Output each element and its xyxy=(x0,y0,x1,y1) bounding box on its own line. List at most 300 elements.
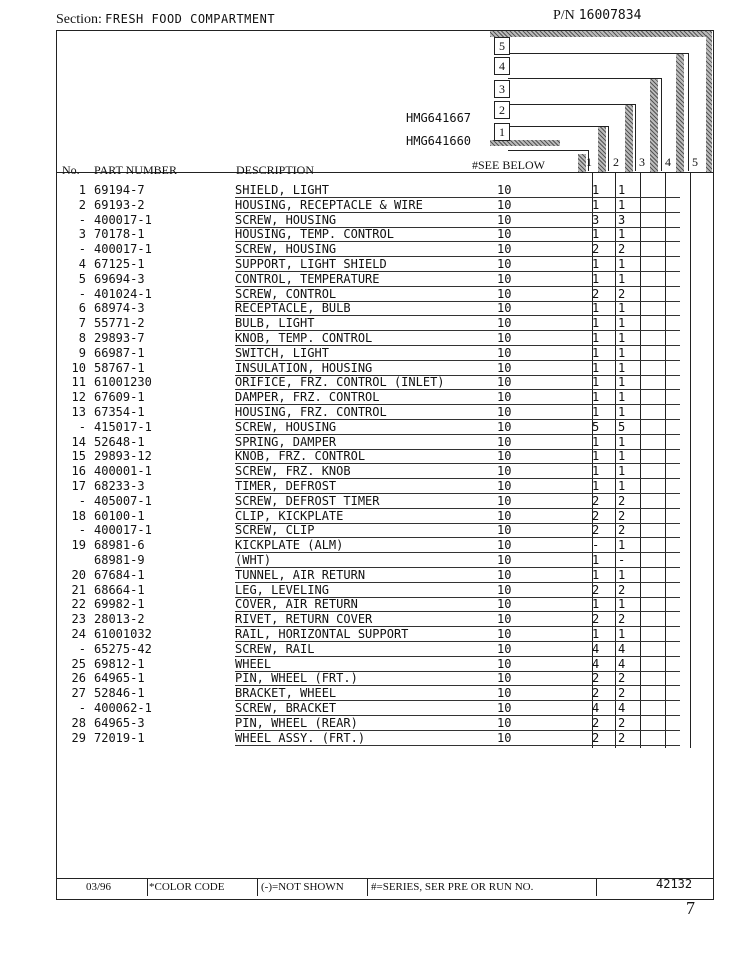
table-row xyxy=(56,420,696,435)
part-number: 400001-1 xyxy=(94,464,152,479)
part-number: 68974-3 xyxy=(94,301,145,316)
series: 10 xyxy=(497,301,512,316)
description: INSULATION, HOUSING xyxy=(235,360,373,375)
part-number: 65275-42 xyxy=(94,641,152,656)
part-number: 55771-2 xyxy=(94,316,145,331)
footer-divider-4 xyxy=(596,878,597,896)
part-number: 69812-1 xyxy=(94,656,145,671)
description: HOUSING, FRZ. CONTROL xyxy=(235,405,387,419)
footer-divider-2 xyxy=(257,878,258,896)
description: LEG, LEVELING xyxy=(235,582,329,597)
footer-date: 03/96 xyxy=(86,881,112,893)
qty-model-1: 1 xyxy=(592,257,600,271)
series: 10 xyxy=(497,183,512,197)
series: 10 xyxy=(497,656,512,671)
row-no: 22 xyxy=(71,597,86,612)
table-row xyxy=(56,346,696,361)
description: BULB, LIGHT xyxy=(235,316,315,331)
part-number: 68981-6 xyxy=(94,538,145,553)
qty-model-1: 3 xyxy=(592,212,600,227)
description: KNOB, TEMP. CONTROL xyxy=(235,331,373,345)
row-no: - xyxy=(78,212,86,227)
series: 10 xyxy=(497,597,512,612)
series: 10 xyxy=(497,479,512,493)
qty-model-1: 1 xyxy=(592,553,600,567)
row-no: 23 xyxy=(71,612,86,627)
table-row xyxy=(56,316,696,331)
row-no: - xyxy=(78,286,86,301)
qty-model-1: 4 xyxy=(592,701,600,715)
qty-model-2: 1 xyxy=(618,464,626,479)
qty-model-2: 1 xyxy=(618,434,626,449)
qty-model-2: 1 xyxy=(618,627,626,641)
table-row xyxy=(56,553,696,568)
table-row xyxy=(56,242,696,257)
description: SCREW, HOUSING xyxy=(235,212,337,227)
qty-model-1: 2 xyxy=(592,508,600,523)
table-row xyxy=(56,701,696,716)
series: 10 xyxy=(497,612,512,627)
row-rule xyxy=(235,745,680,746)
row-no: 17 xyxy=(71,479,86,493)
row-no: 3 xyxy=(78,227,86,242)
qty-model-1: 1 xyxy=(592,434,600,449)
model-box-4: 4 xyxy=(494,57,510,75)
part-number: 52648-1 xyxy=(94,434,145,449)
description: CONTROL, TEMPERATURE xyxy=(235,271,380,286)
row-no: 27 xyxy=(71,686,86,701)
part-number: 400062-1 xyxy=(94,701,152,715)
model-line-2-down xyxy=(608,126,609,171)
qty-model-2: 1 xyxy=(618,197,626,212)
qty-model-1: 1 xyxy=(592,597,600,612)
col-head-model-1: 1 xyxy=(586,155,592,169)
series: 10 xyxy=(497,390,512,405)
qty-model-1: 4 xyxy=(592,656,600,671)
row-no: 14 xyxy=(71,434,86,449)
part-number: 61001032 xyxy=(94,627,152,641)
description: SCREW, RAIL xyxy=(235,641,315,656)
qty-model-1: 2 xyxy=(592,286,600,301)
model-line-3-down xyxy=(635,104,636,171)
qty-model-2: 2 xyxy=(618,508,626,523)
footer-series-note: #=SERIES, SER PRE OR RUN NO. xyxy=(371,881,534,893)
qty-model-2: 2 xyxy=(618,523,626,538)
qty-model-2: 1 xyxy=(618,567,626,582)
table-row xyxy=(56,597,696,612)
description: SCREW, CLIP xyxy=(235,523,315,538)
part-number: 68664-1 xyxy=(94,582,145,597)
description: SCREW, HOUSING xyxy=(235,419,337,434)
description: SPRING, DAMPER xyxy=(235,434,337,449)
series: 10 xyxy=(497,345,512,360)
qty-model-1: 4 xyxy=(592,641,600,656)
table-row xyxy=(56,464,696,479)
qty-model-2: 2 xyxy=(618,242,626,257)
part-number: 58767-1 xyxy=(94,360,145,375)
model-2-label: HMG641667 xyxy=(406,111,472,125)
footer-rule xyxy=(56,878,713,879)
part-number: 67684-1 xyxy=(94,567,145,582)
description: RIVET, RETURN COVER xyxy=(235,612,373,627)
qty-model-1: 2 xyxy=(592,730,600,745)
row-no: 15 xyxy=(71,449,86,464)
series: 10 xyxy=(497,212,512,227)
header-hatch-col5 xyxy=(676,53,684,172)
qty-model-1: 1 xyxy=(592,331,600,345)
row-no: 16 xyxy=(71,464,86,479)
description: SCREW, FRZ. KNOB xyxy=(235,464,351,479)
qty-model-2: 1 xyxy=(618,360,626,375)
table-row xyxy=(56,272,696,287)
qty-model-1: 1 xyxy=(592,464,600,479)
series: 10 xyxy=(497,405,512,419)
row-no: 28 xyxy=(71,715,86,730)
row-no: 8 xyxy=(78,331,86,345)
qty-model-2: 2 xyxy=(618,493,626,508)
table-row xyxy=(56,671,696,686)
part-number: 69982-1 xyxy=(94,597,145,612)
part-number: 68981-9 xyxy=(94,553,145,567)
part-number: 401024-1 xyxy=(94,286,152,301)
qty-model-1: 2 xyxy=(592,715,600,730)
description: (WHT) xyxy=(235,553,272,567)
header-hatch-col1 xyxy=(578,154,586,172)
series: 10 xyxy=(497,523,512,538)
table-row xyxy=(56,657,696,672)
model-line-4-down xyxy=(661,78,662,171)
pn-label: P/N xyxy=(553,8,575,23)
series: 10 xyxy=(497,701,512,715)
table-row xyxy=(56,686,696,701)
row-no: 21 xyxy=(71,582,86,597)
col-head-no: No. xyxy=(62,163,80,177)
row-no: 12 xyxy=(71,390,86,405)
part-number: 61001230 xyxy=(94,375,152,390)
series: 10 xyxy=(497,257,512,271)
row-no: 7 xyxy=(78,316,86,331)
part-number: 69694-3 xyxy=(94,271,145,286)
table-row xyxy=(56,375,696,390)
qty-model-1: 2 xyxy=(592,686,600,701)
qty-model-2: 1 xyxy=(618,301,626,316)
series: 10 xyxy=(497,197,512,212)
part-number: 72019-1 xyxy=(94,730,145,745)
series: 10 xyxy=(497,582,512,597)
qty-model-1: 1 xyxy=(592,301,600,316)
description: WHEEL ASSY. (FRT.) xyxy=(235,730,366,745)
model-line-5 xyxy=(508,53,688,54)
row-no: 25 xyxy=(71,656,86,671)
qty-model-2: 1 xyxy=(618,449,626,464)
qty-model-2: 4 xyxy=(618,641,626,656)
description: SUPPORT, LIGHT SHIELD xyxy=(235,257,387,271)
footer-color-code: *COLOR CODE xyxy=(149,881,225,893)
part-number: 52846-1 xyxy=(94,686,145,701)
qty-model-2: 1 xyxy=(618,345,626,360)
section-header xyxy=(56,11,275,28)
description: TIMER, DEFROST xyxy=(235,479,337,493)
part-number: 64965-3 xyxy=(94,715,145,730)
pn-value: 16007834 xyxy=(578,8,642,23)
series: 10 xyxy=(497,538,512,553)
qty-model-2: 2 xyxy=(618,686,626,701)
row-no: 2 xyxy=(78,197,86,212)
part-number: 68233-3 xyxy=(94,479,145,493)
series: 10 xyxy=(497,242,512,257)
qty-model-1: 1 xyxy=(592,345,600,360)
series: 10 xyxy=(497,419,512,434)
row-no: 20 xyxy=(71,567,86,582)
qty-model-1: 1 xyxy=(592,375,600,390)
table-row xyxy=(56,509,696,524)
description: HOUSING, TEMP. CONTROL xyxy=(235,227,394,242)
table-row xyxy=(56,568,696,583)
qty-model-1: 2 xyxy=(592,523,600,538)
qty-model-1: 2 xyxy=(592,612,600,627)
qty-model-2: 4 xyxy=(618,656,626,671)
description: SCREW, BRACKET xyxy=(235,701,337,715)
header-hatch-col3 xyxy=(625,104,633,172)
description: HOUSING, RECEPTACLE & WIRE xyxy=(235,197,423,212)
table-row xyxy=(56,287,696,302)
part-number: 29893-12 xyxy=(94,449,152,464)
col-head-description: DESCRIPTION xyxy=(236,163,315,177)
description: COVER, AIR RETURN xyxy=(235,597,358,612)
model-box-3: 3 xyxy=(494,80,510,98)
part-number: 67609-1 xyxy=(94,390,145,405)
col-head-model-5: 5 xyxy=(692,155,698,169)
series: 10 xyxy=(497,271,512,286)
qty-model-2: 1 xyxy=(618,331,626,345)
qty-model-1: 1 xyxy=(592,479,600,493)
qty-model-2: 1 xyxy=(618,405,626,419)
model-box-5: 5 xyxy=(494,37,510,55)
part-number: 29893-7 xyxy=(94,331,145,345)
series: 10 xyxy=(497,331,512,345)
description: SWITCH, LIGHT xyxy=(235,345,329,360)
table-row xyxy=(56,642,696,657)
qty-model-1: 1 xyxy=(592,316,600,331)
col-head-model-4: 4 xyxy=(665,155,671,169)
series: 10 xyxy=(497,434,512,449)
part-number: 67354-1 xyxy=(94,405,145,419)
part-number: 400017-1 xyxy=(94,242,152,257)
qty-model-1: 1 xyxy=(592,567,600,582)
footer-divider-3 xyxy=(367,878,368,896)
table-row xyxy=(56,361,696,376)
table-row xyxy=(56,523,696,538)
part-number-header xyxy=(553,6,641,24)
row-no: 13 xyxy=(71,405,86,419)
part-number: 70178-1 xyxy=(94,227,145,242)
qty-model-1: 2 xyxy=(592,242,600,257)
header-hatch-col2 xyxy=(598,126,606,172)
qty-model-2: 1 xyxy=(618,479,626,493)
table-row xyxy=(56,213,696,228)
qty-model-2: 1 xyxy=(618,183,626,197)
qty-model-1: 1 xyxy=(592,183,600,197)
row-no: 11 xyxy=(71,375,86,390)
series: 10 xyxy=(497,464,512,479)
row-no: 19 xyxy=(71,538,86,553)
description: SHIELD, LIGHT xyxy=(235,183,329,197)
part-number: 66987-1 xyxy=(94,345,145,360)
header-hatch-top xyxy=(490,31,712,37)
series: 10 xyxy=(497,508,512,523)
table-row xyxy=(56,331,696,346)
page-number: 7 xyxy=(686,898,695,918)
model-line-3 xyxy=(508,104,635,105)
series: 10 xyxy=(497,316,512,331)
series: 10 xyxy=(497,493,512,508)
description: SCREW, DEFROST TIMER xyxy=(235,493,380,508)
section-value: FRESH FOOD COMPARTMENT xyxy=(105,12,276,26)
qty-model-2: 1 xyxy=(618,375,626,390)
description: PIN, WHEEL (FRT.) xyxy=(235,671,358,686)
series: 10 xyxy=(497,553,512,567)
qty-model-2: 1 xyxy=(618,597,626,612)
row-no: - xyxy=(78,641,86,656)
description: BRACKET, WHEEL xyxy=(235,686,337,701)
series: 10 xyxy=(497,360,512,375)
table-row xyxy=(56,449,696,464)
qty-model-2: 2 xyxy=(618,730,626,745)
part-number: 60100-1 xyxy=(94,508,145,523)
row-no: 6 xyxy=(78,301,86,316)
qty-model-2: 2 xyxy=(618,582,626,597)
footer-divider-1 xyxy=(147,878,148,896)
qty-model-1: 1 xyxy=(592,627,600,641)
row-no: 26 xyxy=(71,671,86,686)
description: RECEPTACLE, BULB xyxy=(235,301,351,316)
table-row xyxy=(56,198,696,213)
table-row xyxy=(56,257,696,272)
model-line-4 xyxy=(508,78,661,79)
qty-model-1: - xyxy=(592,538,600,553)
footer-doc-number: 42132 xyxy=(656,877,693,891)
qty-model-2: 2 xyxy=(618,671,626,686)
qty-model-1: 1 xyxy=(592,197,600,212)
table-row xyxy=(56,612,696,627)
col-head-see-below: #SEE BELOW xyxy=(472,158,545,172)
table-row xyxy=(56,583,696,598)
part-number: 405007-1 xyxy=(94,493,152,508)
model-box-2: 2 xyxy=(494,101,510,119)
part-number: 400017-1 xyxy=(94,523,152,538)
row-no: 1 xyxy=(78,183,86,197)
part-number: 64965-1 xyxy=(94,671,145,686)
col-head-part-number: PART NUMBER xyxy=(94,163,177,177)
description: ORIFICE, FRZ. CONTROL (INLET) xyxy=(235,375,445,390)
part-number: 400017-1 xyxy=(94,212,152,227)
table-row xyxy=(56,183,696,198)
model-1-label: HMG641660 xyxy=(406,134,472,148)
table-row xyxy=(56,435,696,450)
qty-model-2: 3 xyxy=(618,212,626,227)
qty-model-2: 5 xyxy=(618,419,626,434)
model-line-2 xyxy=(508,126,608,127)
row-no: - xyxy=(78,419,86,434)
description: RAIL, HORIZONTAL SUPPORT xyxy=(235,627,409,641)
table-row xyxy=(56,301,696,316)
row-no: 29 xyxy=(71,730,86,745)
row-no: - xyxy=(78,242,86,257)
series: 10 xyxy=(497,686,512,701)
table-row xyxy=(56,227,696,242)
header-hatch-col4 xyxy=(650,78,658,172)
table-row xyxy=(56,731,696,746)
table-row xyxy=(56,390,696,405)
col-head-model-2: 2 xyxy=(613,155,619,169)
qty-model-1: 2 xyxy=(592,582,600,597)
row-no: - xyxy=(78,701,86,715)
table-row xyxy=(56,627,696,642)
qty-model-1: 1 xyxy=(592,227,600,242)
part-number: 67125-1 xyxy=(94,257,145,271)
qty-model-2: 2 xyxy=(618,286,626,301)
row-no: 24 xyxy=(71,627,86,641)
description: DAMPER, FRZ. CONTROL xyxy=(235,390,380,405)
description: SCREW, HOUSING xyxy=(235,242,337,257)
table-row xyxy=(56,479,696,494)
qty-model-2: 1 xyxy=(618,538,626,553)
qty-model-2: 1 xyxy=(618,257,626,271)
series: 10 xyxy=(497,449,512,464)
series: 10 xyxy=(497,730,512,745)
qty-model-1: 1 xyxy=(592,405,600,419)
description: PIN, WHEEL (REAR) xyxy=(235,715,358,730)
description: KNOB, FRZ. CONTROL xyxy=(235,449,366,464)
qty-model-1: 1 xyxy=(592,271,600,286)
part-number: 415017-1 xyxy=(94,419,152,434)
model-line-1 xyxy=(508,150,588,151)
table-row xyxy=(56,716,696,731)
row-no: 10 xyxy=(71,360,86,375)
series: 10 xyxy=(497,375,512,390)
qty-model-1: 1 xyxy=(592,360,600,375)
qty-model-1: 2 xyxy=(592,671,600,686)
part-number: 69194-7 xyxy=(94,183,145,197)
section-label: Section: xyxy=(56,12,102,27)
series: 10 xyxy=(497,641,512,656)
col-head-model-3: 3 xyxy=(639,155,645,169)
row-no: 5 xyxy=(78,271,86,286)
series: 10 xyxy=(497,567,512,582)
row-no: 9 xyxy=(78,345,86,360)
description: TUNNEL, AIR RETURN xyxy=(235,567,366,582)
qty-model-2: 4 xyxy=(618,701,626,715)
table-row xyxy=(56,538,696,553)
qty-model-2: 1 xyxy=(618,271,626,286)
qty-model-1: 5 xyxy=(592,419,600,434)
model-box-1: 1 xyxy=(494,123,510,141)
series: 10 xyxy=(497,715,512,730)
qty-model-2: 2 xyxy=(618,612,626,627)
qty-model-1: 2 xyxy=(592,493,600,508)
footer-not-shown: (-)=NOT SHOWN xyxy=(261,881,344,893)
qty-model-2: 1 xyxy=(618,316,626,331)
row-no: 4 xyxy=(78,257,86,271)
description: SCREW, CONTROL xyxy=(235,286,337,301)
qty-model-2: 1 xyxy=(618,390,626,405)
series: 10 xyxy=(497,286,512,301)
qty-model-2: 1 xyxy=(618,227,626,242)
qty-model-1: 1 xyxy=(592,449,600,464)
description: KICKPLATE (ALM) xyxy=(235,538,344,553)
qty-model-2: 2 xyxy=(618,715,626,730)
row-no: 18 xyxy=(71,508,86,523)
